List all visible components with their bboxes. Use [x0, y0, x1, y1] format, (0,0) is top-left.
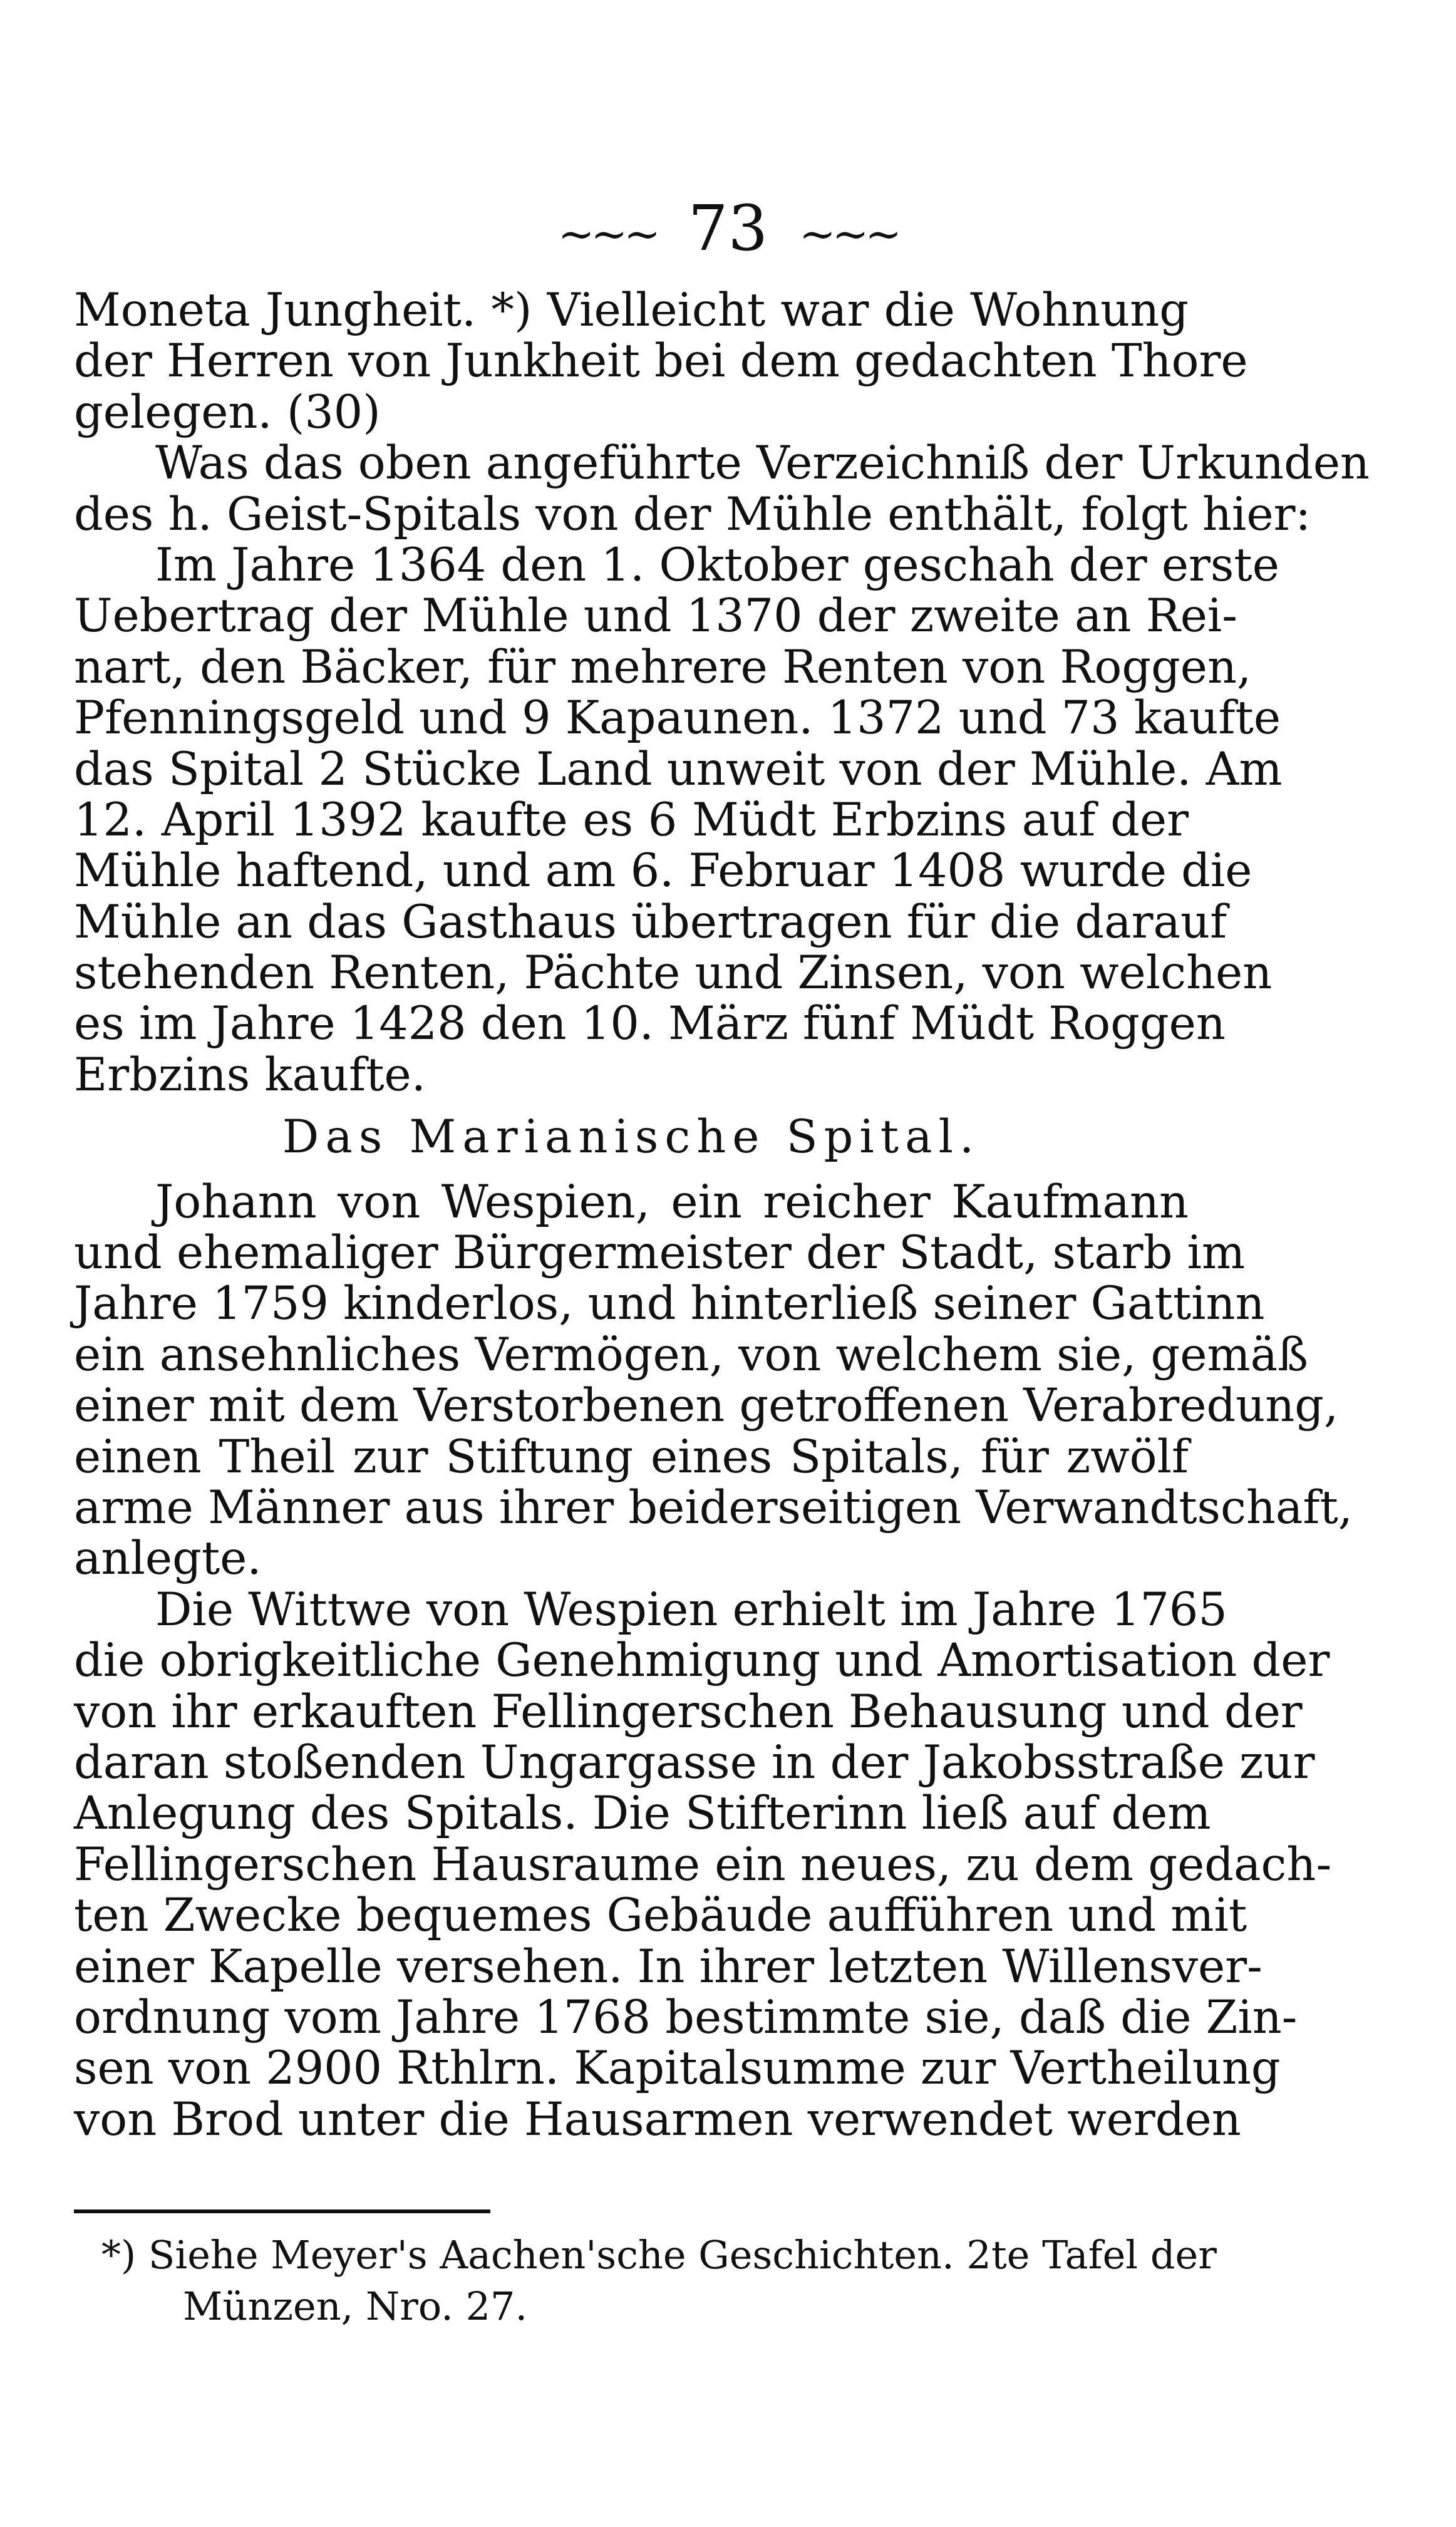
text-line: ein ansehnliches Vermögen, von welchem sie, gemäß: [74, 1328, 1308, 1382]
text-line: von Brod unter die Hausarmen verwendet werden: [74, 2092, 1241, 2146]
footnote-line: Münzen, Nro. 27.: [183, 2283, 528, 2329]
text-line: Moneta Jungheit. *) Vielleicht war die Wohnung: [74, 284, 1189, 337]
text-line: ten Zwecke bequemes Gebäude aufführen und mit: [74, 1889, 1247, 1943]
footnote: [101, 2230, 1217, 2332]
text-line: von ihr erkauften Fellingerschen Behausung und der: [74, 1685, 1303, 1739]
text-line: 12. April 1392 kaufte es 6 Müdt Erbzins auf der: [74, 793, 1189, 847]
main-text: [74, 284, 1370, 2146]
text-line: Anlegung des Spitals. Die Stifterinn ließ auf dem: [74, 1787, 1211, 1841]
text-line: Uebertrag der Mühle und 1370 der zweite an Rei-: [74, 589, 1237, 643]
text-line: und ehemaliger Bürgermeister der Stadt, starb im: [74, 1226, 1246, 1280]
text-line: Mühle an das Gasthaus übertragen für die darauf: [74, 895, 1227, 949]
text-line: daran stoßenden Ungargasse in der Jakobsstraße zur: [74, 1735, 1315, 1789]
text-line: Erbzins kaufte.: [74, 1048, 426, 1102]
text-line: Pfenningsgeld und 9 Kapaunen. 1372 und 73 kaufte: [74, 691, 1281, 745]
text-line: der Herren von Junkheit bei dem gedachten Thore: [74, 334, 1248, 388]
text-line: Mühle haftend, und am 6. Februar 1408 wurde die: [74, 844, 1252, 898]
text-line: die obrigkeitliche Genehmigung und Amortisation der: [74, 1634, 1330, 1688]
text-line: es im Jahre 1428 den 10. März fünf Müdt Roggen: [74, 997, 1226, 1051]
page-number: 73: [688, 192, 768, 265]
text-line: Johann von Wespien, ein reicher Kaufmann: [155, 1175, 1189, 1229]
text-line: das Spital 2 Stücke Land unweit von der Mühle. Am: [74, 742, 1283, 796]
text-line: Im Jahre 1364 den 1. Oktober geschah der erste: [155, 538, 1279, 592]
text-line: gelegen. (30): [74, 385, 381, 439]
text-line: einen Theil zur Stiftung eines Spitals, für zwölf: [74, 1430, 1189, 1484]
section-heading: Das Marianische Spital.: [282, 1110, 981, 1164]
text-line: arme Männer aus ihrer beiderseitigen Verwandtschaft,: [74, 1481, 1353, 1534]
footnote-line: *) Siehe Meyer's Aachen'sche Geschichten. 2te Tafel der: [101, 2232, 1217, 2278]
text-line: einer Kapelle versehen. In ihrer letzten Willensver-: [74, 1940, 1262, 1993]
text-line: Die Wittwe von Wespien erhielt im Jahre 1765: [155, 1583, 1227, 1636]
ornament-right: ~~~: [799, 208, 899, 260]
text-line: einer mit dem Verstorbenen getroffenen Verabredung,: [74, 1379, 1339, 1433]
text-line: des h. Geist-Spitals von der Mühle enthält, folgt hier:: [74, 487, 1311, 541]
text-line: anlegte.: [74, 1532, 262, 1586]
text-line: ordnung vom Jahre 1768 bestimmte sie, daß die Zin-: [74, 1990, 1298, 2044]
footnote-rule: [74, 2209, 490, 2213]
ornament-left: ~~~: [557, 208, 657, 260]
text-line: sen von 2900 Rthlrn. Kapitalsumme zur Vertheilung: [74, 2042, 1281, 2095]
text-line: Was das oben angeführte Verzeichniß der Urkunden: [155, 437, 1370, 490]
text-line: nart, den Bäcker, für mehrere Renten von Roggen,: [74, 640, 1252, 694]
text-line: Fellingerschen Hausraume ein neues, zu dem gedach-: [74, 1837, 1332, 1891]
text-line: stehenden Renten, Pächte und Zinsen, von welchen: [74, 946, 1273, 1000]
page-header: [0, 188, 1456, 274]
text-line: Jahre 1759 kinderlos, und hinterließ seiner Gattinn: [74, 1277, 1265, 1331]
